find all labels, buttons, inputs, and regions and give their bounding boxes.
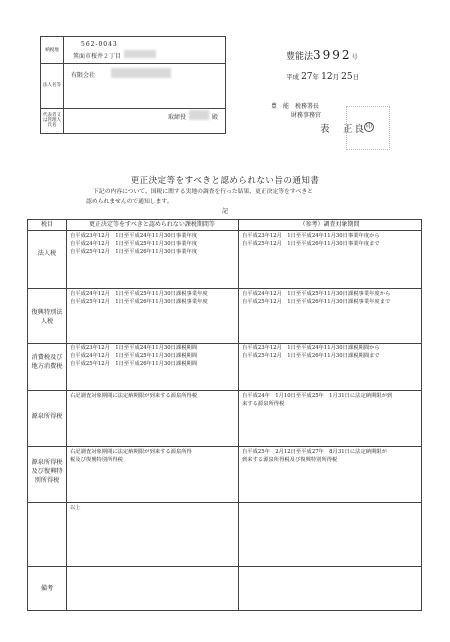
- closing-ijou: 以上: [70, 505, 81, 511]
- issuer-title: 財務事務官: [291, 112, 322, 119]
- reference-line: 自平成24年12月 1日至平成25年11月30日課税事業年度から: [242, 291, 391, 297]
- column-divider: [66, 567, 67, 610]
- date-month-unit: 月: [332, 73, 340, 81]
- period-line: 自平成24年12月 1日至平成25年11月30日事業年度: [70, 241, 198, 247]
- reference-line: 到来する源泉所得税及び復興特別所得税: [242, 457, 338, 463]
- doc-number-suffix: 号: [351, 54, 358, 61]
- representative-title: 取締役: [168, 114, 187, 121]
- addressee-company-row: [41, 63, 225, 109]
- company-prefix: 有限会社: [71, 72, 96, 79]
- honorific: 殿: [212, 114, 219, 121]
- reference-line: 自平成24年 1月10日至平成25年 1月31日に法定納期限が到: [242, 393, 393, 399]
- date-year-unit: 年: [312, 73, 320, 81]
- reference-line: 自平成23年12月 1日至平成24年11月30日課税期間から: [242, 345, 380, 351]
- period-line: 自平成24年12月 1日至平成25年11月30日課税期間: [70, 353, 198, 359]
- seal-mark: 印: [365, 123, 372, 130]
- period-line: 自平成23年12月 1日至平成24年11月30日事業年度: [70, 233, 198, 239]
- date-month: 12: [321, 72, 333, 82]
- column-divider: [66, 220, 67, 610]
- column-divider: [238, 220, 239, 610]
- date-day: 25: [341, 72, 353, 82]
- date-day-unit: 日: [352, 73, 360, 81]
- doc-number-value: 3992: [313, 48, 352, 62]
- row-divider: [28, 343, 421, 344]
- document-date: [286, 72, 359, 82]
- tax-table: [27, 219, 422, 611]
- label-company: 法人名等: [41, 63, 64, 108]
- header-tax: 税目: [40, 221, 53, 228]
- period-line: 右記調査対象期間に法定納期限が到来する源泉所得: [70, 449, 192, 455]
- issuer-name: 表 正良: [320, 124, 367, 135]
- row-tax-label: 源泉所得税及び復興特別所得税: [31, 459, 63, 484]
- label-representative: 代表者又は管理人氏名: [41, 108, 64, 133]
- header-reference: （参考）調査対象期間: [299, 221, 360, 228]
- reference-line: 自平成25年12月 1日至平成26年11月30日事業年度まで: [242, 241, 380, 247]
- notice-body-line1: 下記の内容について、国税に関する実地の調査を行った結果、更正決定等をすべきと: [93, 189, 313, 195]
- reference-line: 来する源泉所得税: [242, 401, 285, 407]
- remarks-row: [27, 566, 422, 611]
- label-location: 納税地: [41, 37, 64, 63]
- addressee-representative-row: [41, 108, 225, 133]
- issuer-office: 豊 能 税務署長: [271, 103, 320, 110]
- row-divider: [28, 230, 421, 231]
- address-text: 箕面市桜井２丁目: [73, 53, 122, 60]
- row-tax-label: 復興特別法人税: [31, 309, 63, 325]
- row-divider: [28, 502, 421, 503]
- row-tax-label: 消費税及び地方消費税: [31, 354, 63, 370]
- period-line: 自平成25年12月 1日至平成26年11月30日課税事業年度: [70, 299, 208, 305]
- row-tax-label: 法人税: [37, 250, 57, 257]
- notice-ki: 記: [221, 208, 228, 215]
- date-year: 27: [301, 72, 313, 82]
- period-line: 自平成25年12月 1日至平成26年11月30日課税期間: [70, 361, 198, 367]
- notice-body-line2: 認められませんので通知します。: [86, 199, 173, 205]
- row-divider: [28, 446, 421, 447]
- reference-line: 自平成25年12月 1日至平成26年11月30日課税事業年度まで: [242, 299, 391, 305]
- reference-line: 自平成25年 2月12日至平成27年 8月31日に法定納期限が: [242, 449, 387, 455]
- document-number: [286, 48, 358, 62]
- date-era: 平成: [286, 73, 299, 81]
- row-divider: [28, 390, 421, 391]
- header-periods: 更正決定等をすべきと認められない課税期間等: [89, 221, 215, 228]
- period-line: 自平成24年12月 1日至平成25年11月30日課税事業年度: [70, 291, 208, 297]
- official-stamp-area: [346, 106, 390, 150]
- reference-line: 自平成23年12月 1日至平成24年11月30日事業年度から: [242, 233, 380, 239]
- doc-number-prefix: 豊能法: [286, 52, 314, 62]
- redacted-company: [111, 68, 171, 78]
- addressee-location-row: [41, 37, 225, 64]
- period-line: 右記調査対象期間に法定納期限が到来する源泉所得税: [70, 393, 198, 399]
- row-tax-label: 源泉所得税: [31, 413, 63, 420]
- row-divider: [28, 288, 421, 289]
- addressee-box: [40, 36, 226, 134]
- period-line: 自平成25年12月 1日至平成26年11月30日事業年度: [70, 249, 198, 255]
- period-line: 自平成23年12月 1日至平成24年11月30日課税期間: [70, 345, 198, 351]
- reference-line: 自平成25年12月 1日至平成26年11月30日課税期間まで: [242, 353, 380, 359]
- remarks-label: 備考: [40, 585, 54, 592]
- postal-code: 562-0043: [81, 41, 118, 48]
- notice-title: 更正決定等をすべきと認められない旨の通知書: [130, 176, 320, 186]
- period-line: 税及び復興特別所得税: [70, 457, 123, 463]
- redacted-address: [124, 50, 156, 58]
- redacted-name: [189, 110, 209, 120]
